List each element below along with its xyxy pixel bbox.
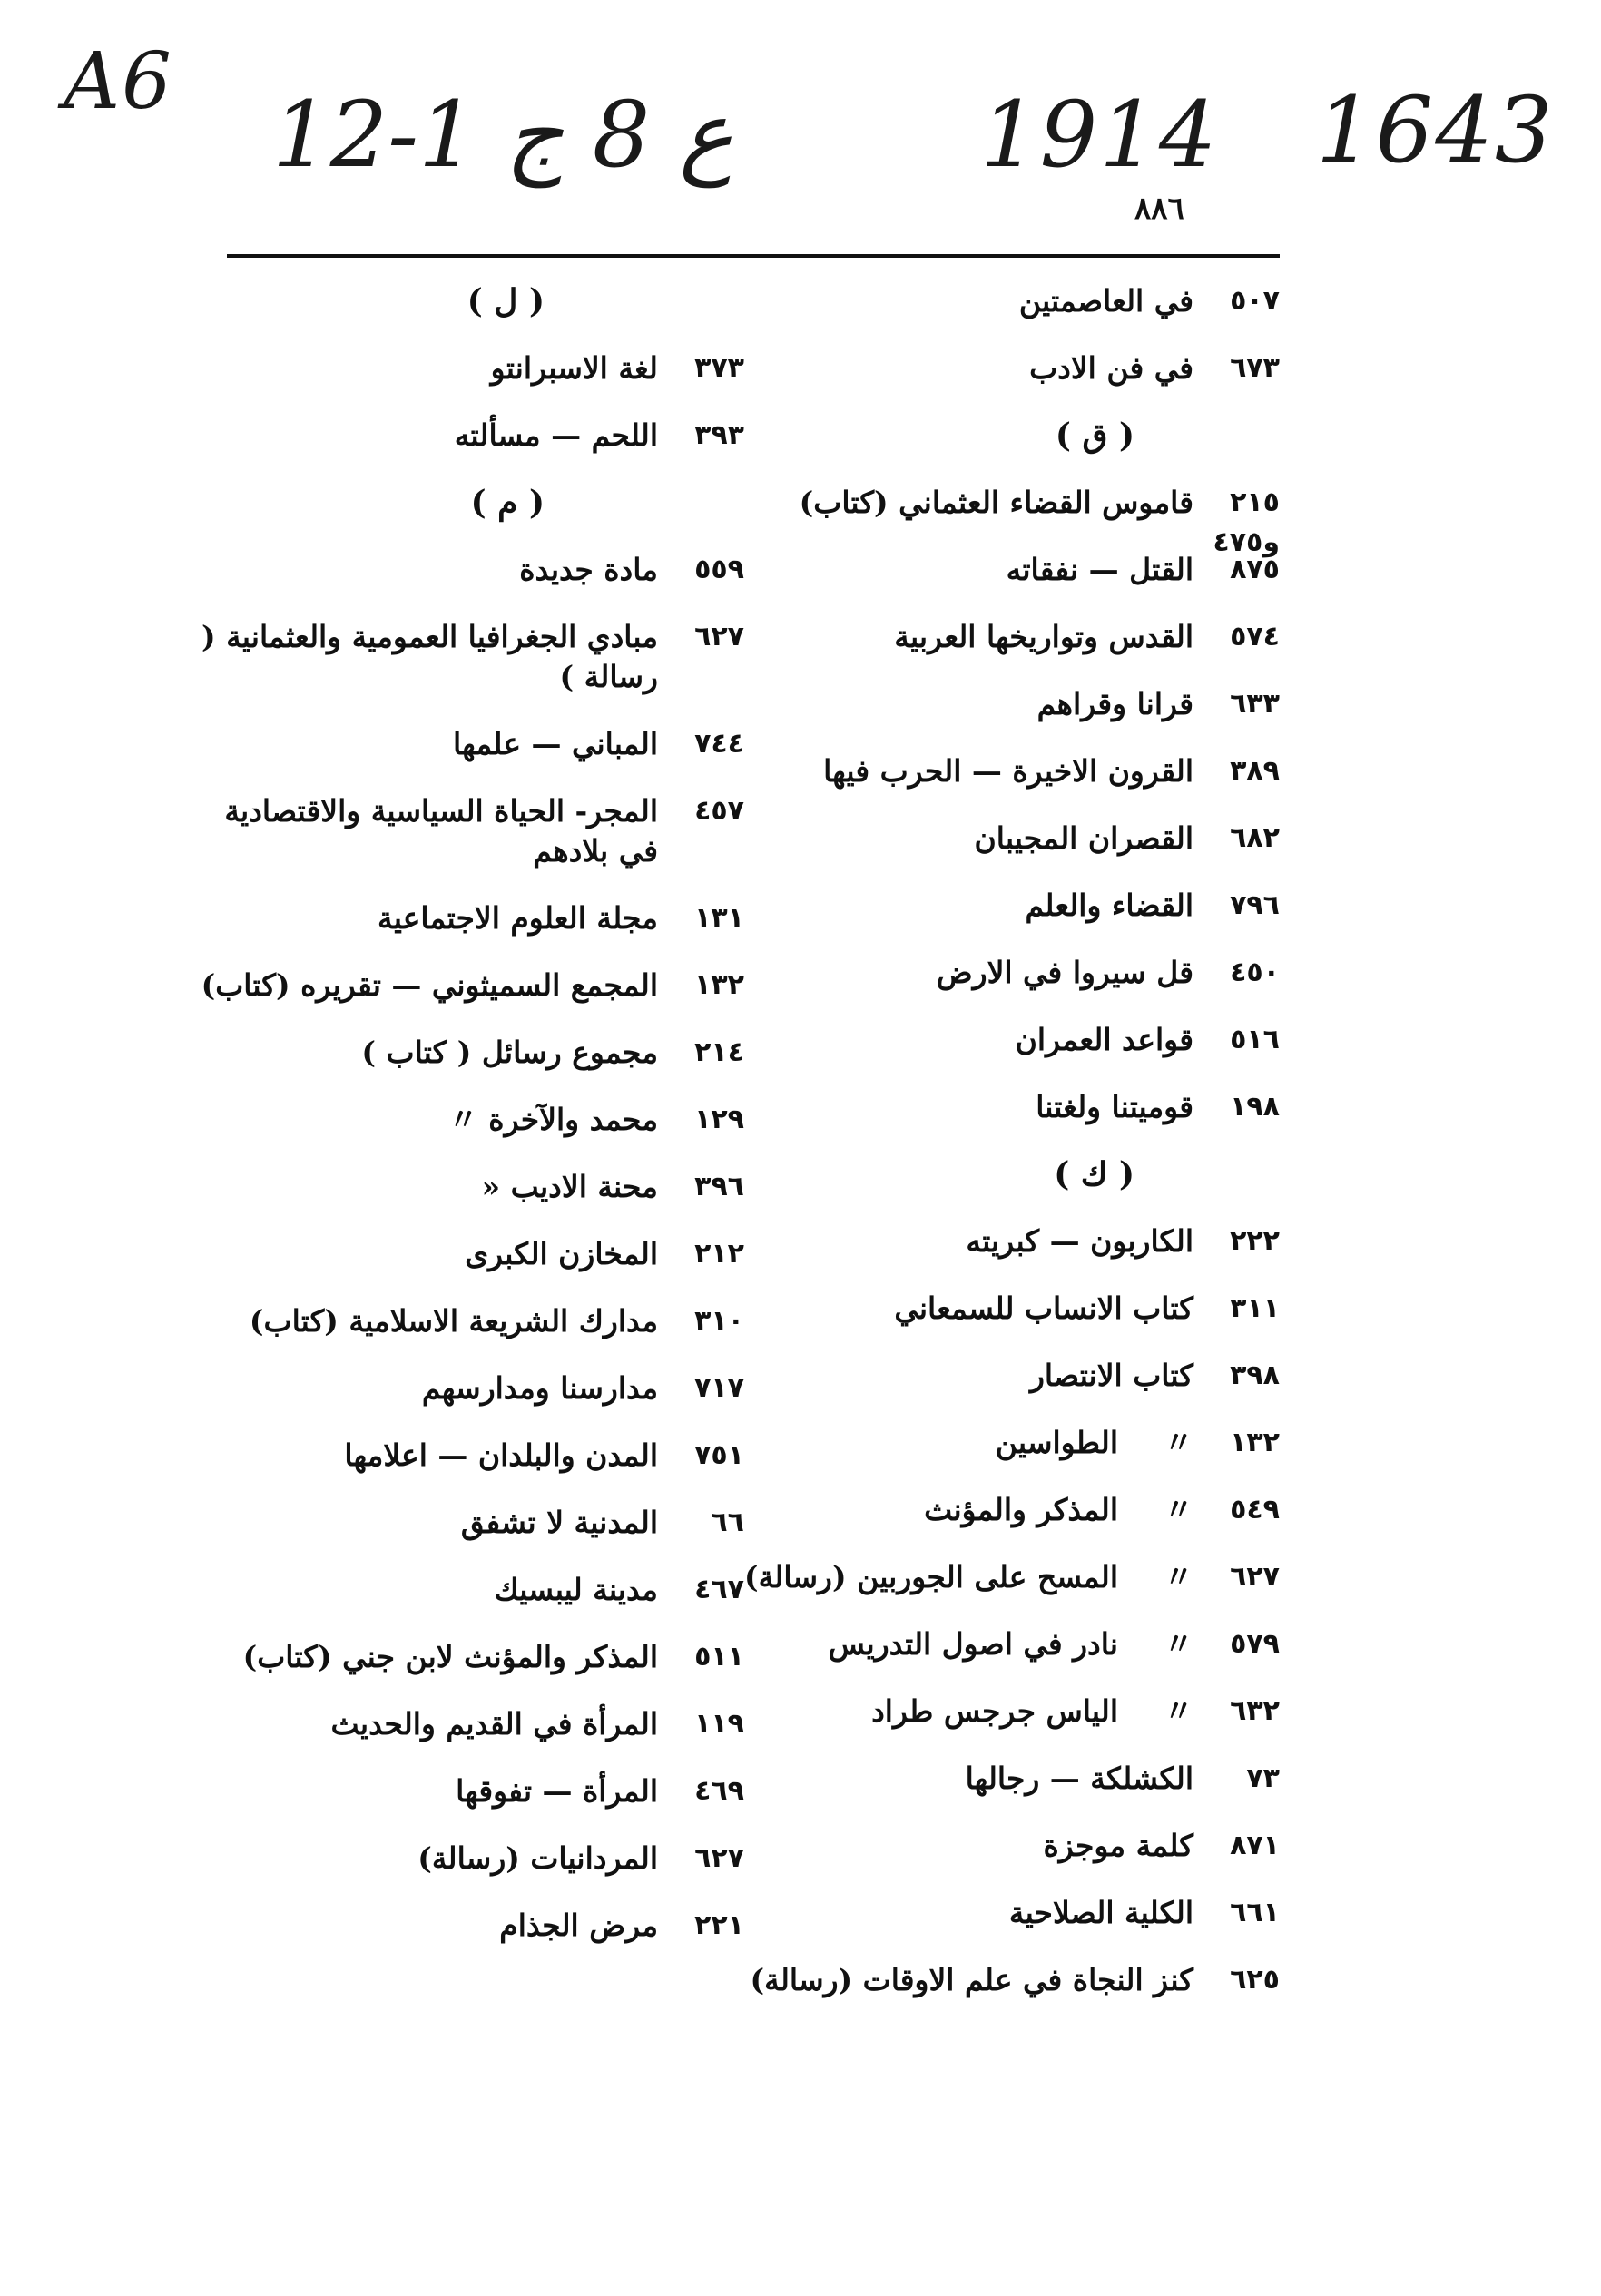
- index-entry: [735, 348, 1280, 416]
- ditto-mark: 〃: [1164, 1559, 1193, 1594]
- index-entry: [182, 550, 744, 617]
- handwritten-year: 1914: [980, 82, 1219, 188]
- entry-title: مدارك الشريعة الاسلامية (كتاب): [249, 1303, 658, 1339]
- entry-title: المجر- الحياة السياسية والاقتصادية في بلادهم: [224, 793, 658, 868]
- entry-title: كنز النجاة في علم الاوقات (رسالة): [750, 1962, 1193, 1997]
- index-entry: [182, 1033, 744, 1100]
- page-reference: ١٣٢: [1230, 1427, 1280, 1458]
- page-reference: ٦٢٧: [694, 621, 744, 652]
- page-reference: ١٣٢: [694, 969, 744, 1001]
- handwritten-reference: 12-1 ع 8 ج: [272, 82, 733, 188]
- page-number: ٨٨٦: [1134, 191, 1184, 227]
- page-reference: ١٣١: [694, 902, 744, 934]
- entry-title: الياس جرجس طراد: [871, 1693, 1118, 1729]
- index-entry: [182, 966, 744, 1033]
- handwritten-number: 1643: [1316, 77, 1555, 183]
- entry-title: المسح على الجوربين (رسالة): [743, 1559, 1118, 1594]
- index-entry: [182, 1369, 744, 1436]
- page-reference: ٢٢٢: [1230, 1225, 1280, 1257]
- index-entry: [182, 791, 744, 898]
- page-reference: ٣٩٨: [1230, 1359, 1280, 1391]
- index-entry: [735, 953, 1280, 1020]
- index-column-left: [182, 281, 744, 1973]
- entry-title: مجلة العلوم الاجتماعية: [378, 900, 658, 936]
- page-reference: ٦٢٧: [1230, 1561, 1280, 1593]
- page-reference: ٢١٤: [694, 1036, 744, 1068]
- page-reference: ٥٠٧: [1230, 285, 1280, 317]
- page-reference: ٥١٦: [1230, 1024, 1280, 1055]
- page-reference: ١٩٨: [1230, 1091, 1280, 1123]
- index-entry: [182, 1167, 744, 1234]
- index-entry: [182, 1704, 744, 1771]
- page-reference: ٧٤٤: [694, 728, 744, 760]
- page-reference: ٢٢١: [694, 1909, 744, 1941]
- entry-title: المباني — علمها: [453, 726, 658, 761]
- index-column-right: [735, 281, 1280, 2027]
- page-reference: ٥٥٩: [694, 554, 744, 585]
- ditto-mark: 〃: [1164, 1693, 1193, 1729]
- index-entry: [735, 1826, 1280, 1893]
- index-entry: [182, 1503, 744, 1570]
- page-reference: ٥١١: [694, 1641, 744, 1673]
- entry-title: في العاصمتين: [1018, 283, 1193, 319]
- entry-title: محمد والآخرة 〃: [447, 1102, 658, 1137]
- entry-title: الطواسين: [995, 1425, 1118, 1460]
- entry-title: مجموع رسائل ( كتاب ): [361, 1035, 658, 1070]
- index-entry: [735, 1490, 1280, 1557]
- index-entry: [735, 617, 1280, 684]
- entry-title: قوميتنا ولغتنا: [1036, 1089, 1193, 1124]
- index-entry: [735, 1020, 1280, 1087]
- page-reference: ٤٦٩: [694, 1775, 744, 1807]
- entry-title: كلمة موجزة: [1043, 1828, 1193, 1863]
- entry-title: قرانا وقراهم: [1036, 686, 1193, 721]
- index-entry: [735, 1960, 1280, 2027]
- section-letter: ( م ): [470, 484, 545, 522]
- page-reference: ٦٨٢: [1230, 822, 1280, 854]
- page-reference: ٣١٠: [694, 1305, 744, 1337]
- entry-title: نادر في اصول التدريس: [828, 1626, 1118, 1662]
- page-reference: ٣٨٩: [1230, 755, 1280, 787]
- ditto-mark: 〃: [1164, 1425, 1193, 1460]
- index-entry: [735, 1759, 1280, 1826]
- entry-title: المخازن الكبرى: [465, 1236, 658, 1271]
- index-entry: [182, 1771, 744, 1839]
- entry-title: قاموس القضاء العثماني (كتاب): [799, 485, 1193, 520]
- entry-title: المذكر والمؤنث: [924, 1492, 1118, 1527]
- page-reference: ٨٧١: [1230, 1830, 1280, 1861]
- page-reference: ١٢٩: [694, 1104, 744, 1135]
- index-entry: [182, 1637, 744, 1704]
- entry-title: القرون الاخيرة — الحرب فيها: [823, 753, 1193, 789]
- entry-title: في فن الادب: [1029, 350, 1193, 386]
- index-entry: [735, 550, 1280, 617]
- page-reference: ٦٧٣: [1230, 352, 1280, 384]
- entry-title: لغة الاسبرانتو: [490, 350, 658, 386]
- entry-title: مدينة ليبسيك: [494, 1572, 658, 1607]
- index-entry: [735, 281, 1280, 348]
- index-entry: [182, 1839, 744, 1906]
- page-reference: ٣٧٣: [694, 352, 744, 384]
- page-reference: ٤٥٠: [1230, 957, 1280, 988]
- index-entry: [735, 886, 1280, 953]
- index-entry: [182, 1436, 744, 1503]
- page-reference: ٤٦٧: [694, 1574, 744, 1605]
- section-letter: ( ق ): [1055, 417, 1134, 455]
- entry-title: الكشلكة — رجالها: [965, 1761, 1193, 1796]
- entry-title: محنة الاديب «: [481, 1169, 658, 1204]
- index-entry: [735, 1222, 1280, 1289]
- page-reference: ٥٧٤: [1230, 621, 1280, 652]
- index-entry: [735, 1893, 1280, 1960]
- entry-title: قل سيروا في الارض: [936, 955, 1193, 990]
- entry-title: كتاب الانتصار: [1029, 1358, 1193, 1393]
- entry-title: مرض الجذام: [499, 1908, 658, 1943]
- page-reference: ٥٧٩: [1230, 1628, 1280, 1660]
- index-entry: [735, 1423, 1280, 1490]
- index-entry: [735, 819, 1280, 886]
- index-entry: [182, 348, 744, 416]
- entry-title: المذكر والمؤنث لابن جني (كتاب): [242, 1639, 658, 1674]
- index-entry: [182, 1570, 744, 1637]
- page-reference: ٧٥١: [694, 1439, 744, 1471]
- page-reference: ١١٩: [694, 1708, 744, 1740]
- entry-title: المرأة في القديم والحديث: [330, 1706, 658, 1742]
- page-reference: ٧٣: [1246, 1762, 1280, 1794]
- page-reference: ٧٩٦: [1230, 889, 1280, 921]
- entry-title: كتاب الانساب للسمعاني: [894, 1290, 1193, 1326]
- entry-title: المجمع السميثوني — تقريره (كتاب): [201, 967, 658, 1003]
- index-entry: [735, 684, 1280, 751]
- entry-title: الكلية الصلاحية: [1008, 1895, 1193, 1930]
- ditto-mark: 〃: [1164, 1492, 1193, 1527]
- index-entry: [182, 416, 744, 483]
- page-reference: ٦٦: [711, 1506, 744, 1538]
- entry-title: القضاء والعلم: [1025, 888, 1193, 923]
- index-entry: [182, 617, 744, 724]
- entry-title: المرأة — تفوقها: [456, 1773, 658, 1809]
- index-entry: [735, 1356, 1280, 1423]
- entry-title: القصران المجيبان: [974, 820, 1193, 856]
- page-reference: ٦٦١: [1230, 1897, 1280, 1928]
- index-entry: [182, 898, 744, 966]
- entry-title: الكاربون — كبريته: [966, 1223, 1193, 1259]
- page-reference: ٣٩٦: [694, 1171, 744, 1202]
- page-reference: ٦٢٥: [1230, 1964, 1280, 1996]
- page-reference: ٤٥٧: [694, 795, 744, 827]
- index-entry: [735, 483, 1280, 558]
- entry-title: اللحم — مسألته: [454, 417, 658, 453]
- entry-title: المردانيات (رسالة): [417, 1840, 658, 1876]
- index-entry: [182, 724, 744, 791]
- page-reference: ٦٣٣: [1230, 688, 1280, 720]
- page-reference: ٢١٢: [694, 1238, 744, 1270]
- handwritten-label: A6: [64, 36, 173, 127]
- entry-title: مبادي الجغرافيا العمومية والعثمانية ( رسالة ): [201, 619, 658, 694]
- index-entry: [182, 1301, 744, 1369]
- section-letter: ( ك ): [1054, 1155, 1134, 1193]
- entry-title: قواعد العمران: [1015, 1022, 1193, 1057]
- index-entry: [182, 1234, 744, 1301]
- entry-title: مدارسنا ومدارسهم: [421, 1370, 658, 1406]
- page-reference: ٢١٥ و٤٧٥: [1213, 486, 1280, 558]
- index-entry: [182, 1906, 744, 1973]
- index-entry: [735, 1289, 1280, 1356]
- ditto-mark: 〃: [1164, 1626, 1193, 1662]
- header-rule: [227, 254, 1280, 258]
- index-entry: [735, 1557, 1280, 1624]
- entry-title: المدن والبلدان — اعلامها: [344, 1437, 658, 1473]
- entry-title: القتل — نفقاته: [1006, 552, 1193, 587]
- page-reference: ٨٧٥: [1230, 554, 1280, 585]
- index-entry: [735, 1692, 1280, 1759]
- entry-title: مادة جديدة: [519, 552, 658, 587]
- page-reference: ٥٤٩: [1230, 1494, 1280, 1526]
- page-reference: ٦٣٢: [1230, 1695, 1280, 1727]
- page-reference: ٦٢٧: [694, 1842, 744, 1874]
- index-entry: [735, 1624, 1280, 1692]
- page-reference: ٣٩٣: [694, 419, 744, 451]
- page-reference: ٧١٧: [694, 1372, 744, 1404]
- entry-title: المدنية لا تشفق: [460, 1505, 658, 1540]
- index-entry: [735, 1087, 1280, 1154]
- index-entry: [735, 751, 1280, 819]
- index-entry: [182, 1100, 744, 1167]
- section-letter: ( ل ): [467, 282, 545, 320]
- entry-title: القدس وتواريخها العربية: [894, 619, 1193, 654]
- page-reference: ٣١١: [1230, 1292, 1280, 1324]
